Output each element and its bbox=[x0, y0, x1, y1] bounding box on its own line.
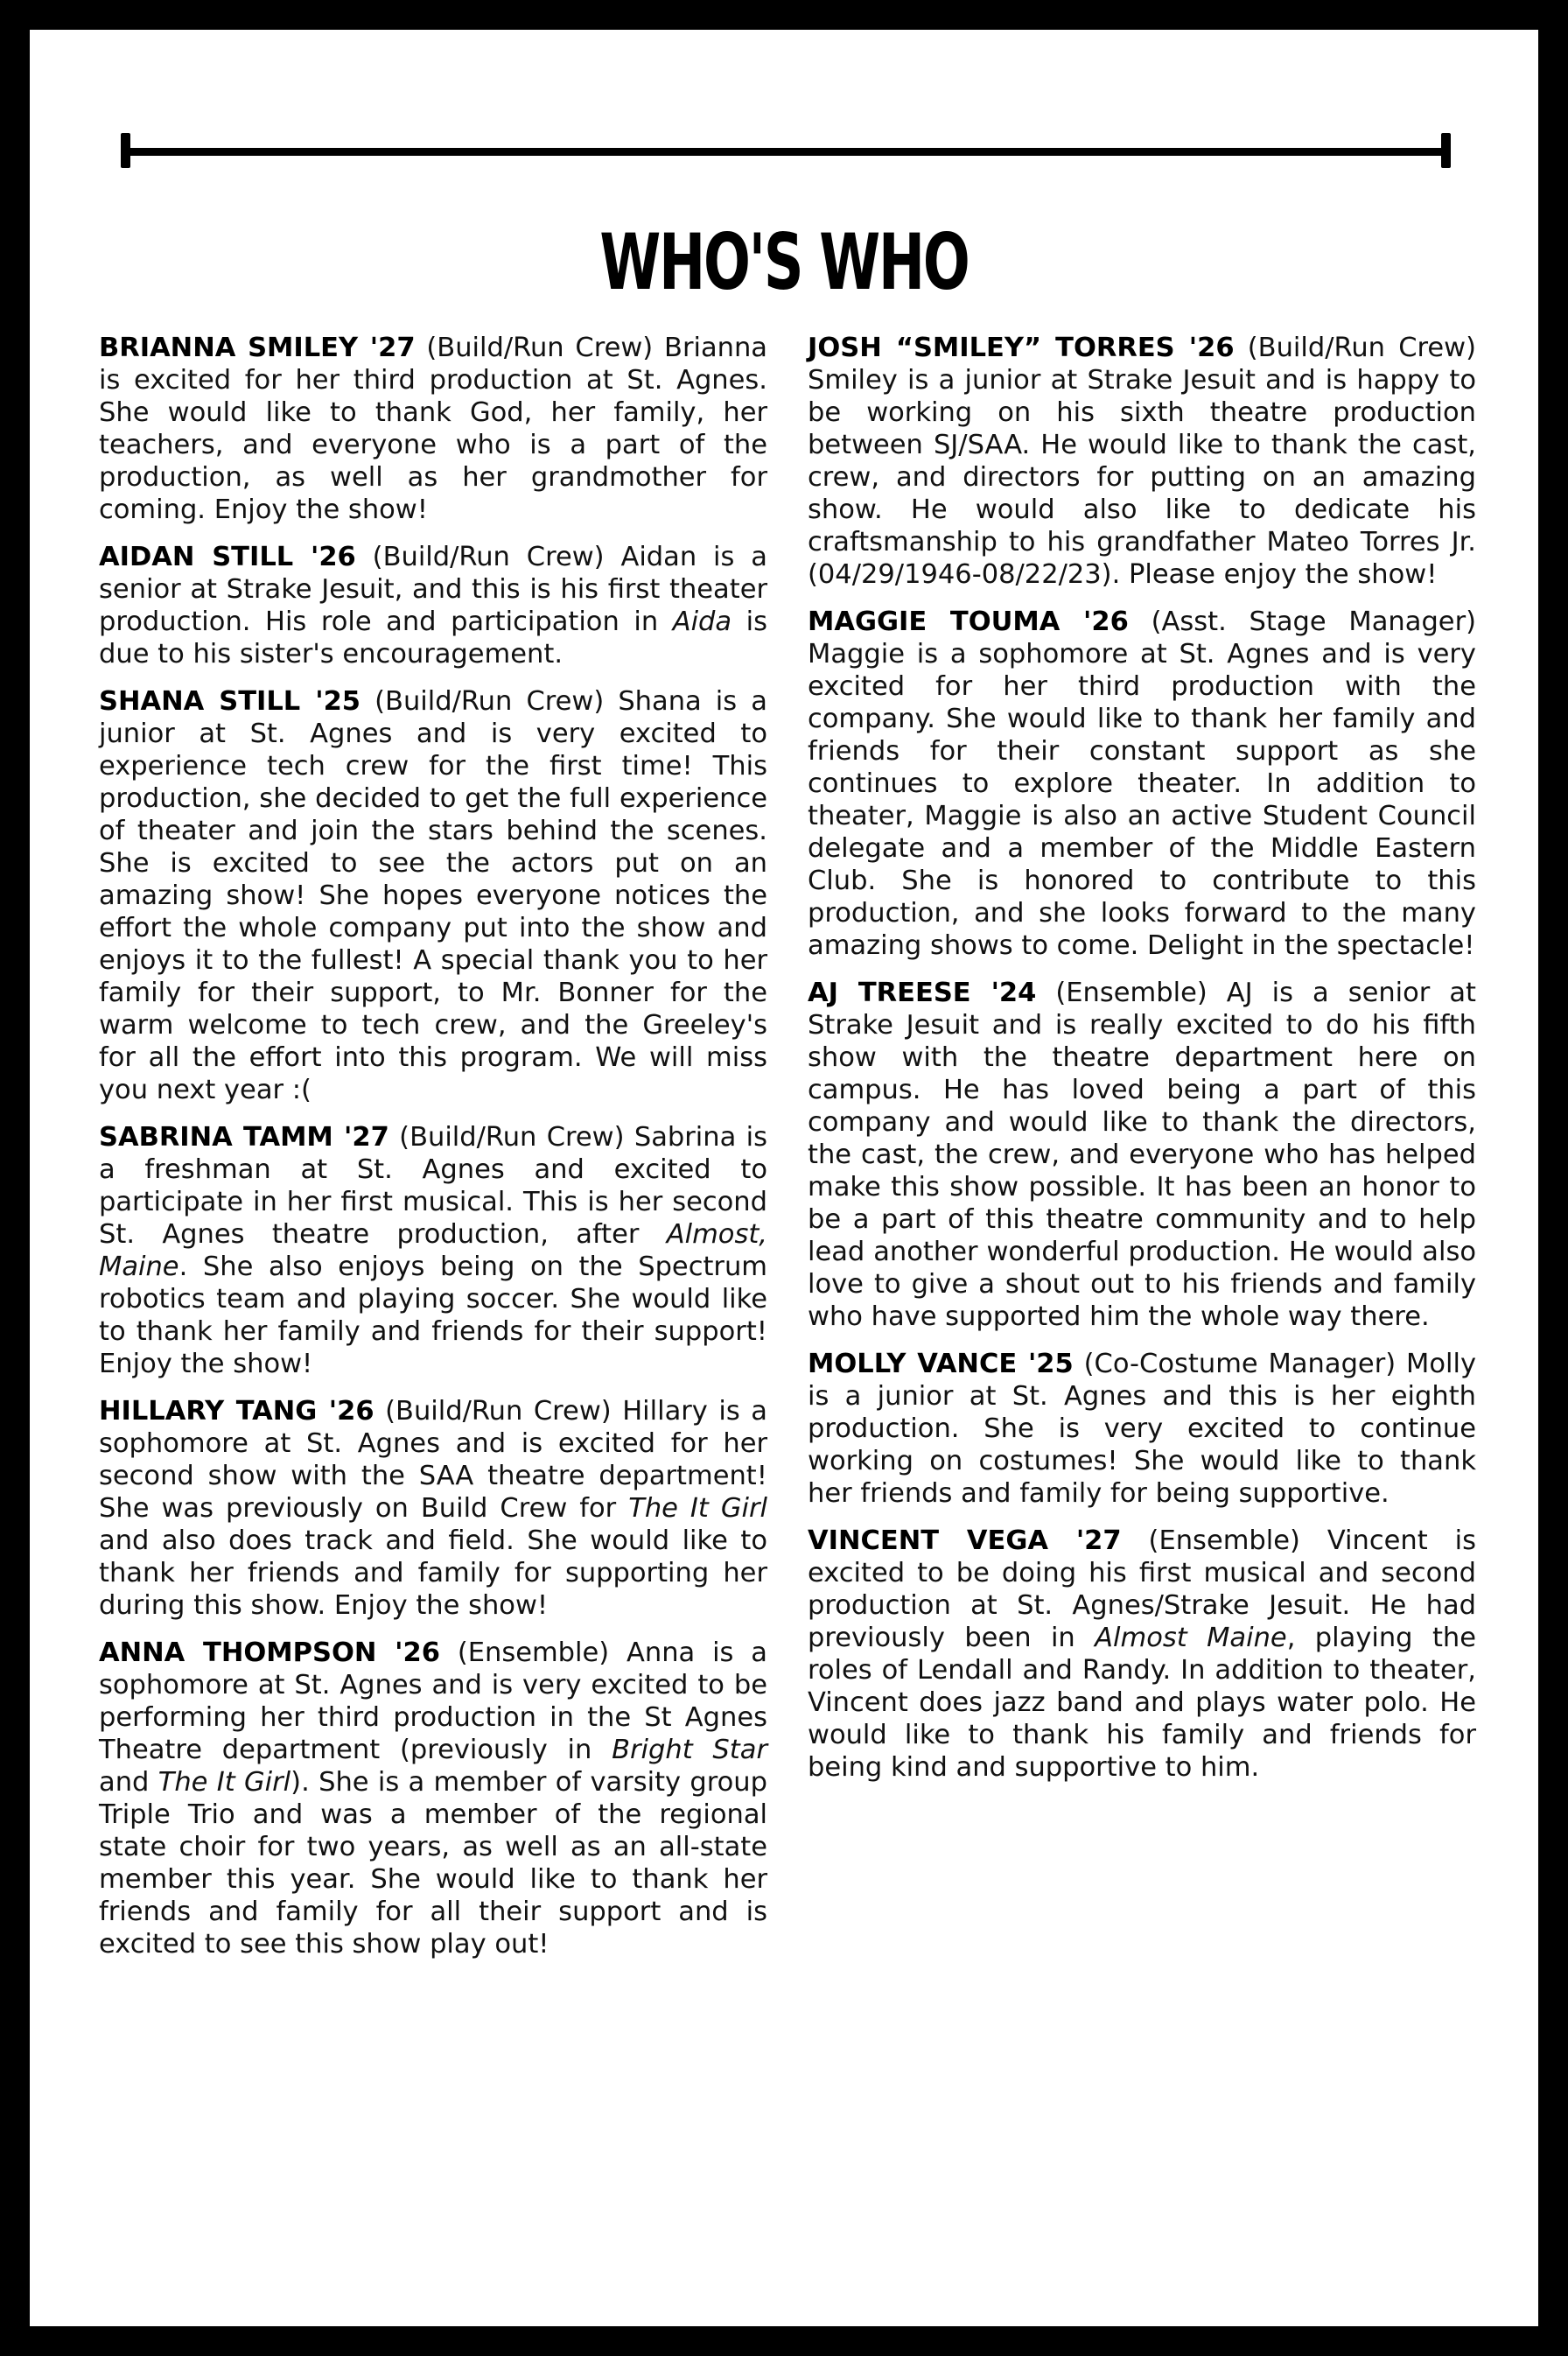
bio-role: (Co-Costume Manager) bbox=[1083, 1349, 1396, 1379]
bio-hillary-tang bbox=[99, 1395, 767, 1622]
bio-text: Maggie is a sophomore at St. Agnes and is very excited for her third production with the company. She would like to thank her family and friends for their constant support as she continues to explore theater. In addition to theater, Maggie is also an active Student Council delegate and a member of the Middle Eastern Club. She is honored to contribute to this production, and she looks forward to the many amazing shows to come. Delight in the spectacle! bbox=[808, 639, 1476, 961]
bio-name: VINCENT VEGA '27 bbox=[808, 1525, 1122, 1556]
left-column bbox=[99, 332, 767, 1975]
bio-text: Vincent is excited to be doing his first musical and second production at St. Agnes/Strake Jesuit. He had previously been in bbox=[808, 1525, 1476, 1653]
bio-text: , playing the roles of Lendall and Randy. In addition to theater, Vincent does jazz band and plays water polo. He would like to thank his family and friends for being kind and supportive to him. bbox=[808, 1623, 1476, 1783]
bio-aj-treese bbox=[808, 977, 1476, 1333]
show-title: Almost Maine bbox=[1095, 1623, 1287, 1653]
bio-brianna-smiley bbox=[99, 332, 767, 526]
bio-text: Brianna is excited for her third production at St. Agnes. She would like to thank God, her family, her teachers, and everyone who is a part of the production, as well as her grandmother for coming. Enjoy the show! bbox=[99, 333, 767, 525]
bio-role: (Build/Run Crew) bbox=[374, 686, 605, 717]
show-title: Aida bbox=[672, 607, 732, 637]
header-rule bbox=[121, 133, 1451, 168]
bio-name: AIDAN STILL '26 bbox=[99, 542, 356, 572]
bio-name: MAGGIE TOUMA '26 bbox=[808, 607, 1129, 637]
bio-anna-thompson bbox=[99, 1637, 767, 1960]
bio-text: Shana is a junior at St. Agnes and is very excited to experience tech crew for the first time! This production, she decided to get the full experience of theater and join the stars behind the scenes. She is excited to see the actors put on an amazing show! She hopes everyone notices the effort the whole company put into the show and enjoys it to the fullest! A special thank you to her family for their support, to Mr. Bonner for the warm welcome to tech crew, and the Greeley's for all the effort into this program. We will miss you next year :( bbox=[99, 686, 767, 1105]
bio-text: and bbox=[99, 1767, 150, 1798]
bio-text: ). She is a member of varsity group Triple Trio and was a member of the regional state choir for two years, as well as an all-state member this year. She would like to thank her friends and family for all their support and is excited to see this show play out! bbox=[99, 1767, 767, 1960]
bio-role: (Ensemble) bbox=[457, 1637, 610, 1668]
bio-aidan-still bbox=[99, 541, 767, 670]
show-title: Bright Star bbox=[612, 1735, 767, 1765]
bio-role: (Build/Run Crew) bbox=[1247, 333, 1476, 363]
bio-shana-still bbox=[99, 685, 767, 1106]
program-page bbox=[30, 30, 1538, 2326]
bio-text: Molly is a junior at St. Agnes and this is her eighth production. She is very excited to continue working on costumes! She would like to thank her friends and family for being supportive. bbox=[808, 1349, 1476, 1509]
bio-name: MOLLY VANCE '25 bbox=[808, 1349, 1074, 1379]
bio-role: (Ensemble) bbox=[1055, 978, 1208, 1008]
bio-name: BRIANNA SMILEY '27 bbox=[99, 333, 416, 363]
bio-maggie-touma bbox=[808, 606, 1476, 962]
bio-text: Anna is a sophomore at St. Agnes and is very excited to be performing her third production in the St Agnes Theatre department (previously in bbox=[99, 1637, 767, 1765]
bio-role: (Build/Run Crew) bbox=[372, 542, 605, 572]
page-title: WHO'S WHO bbox=[599, 217, 969, 307]
bio-molly-vance bbox=[808, 1348, 1476, 1510]
show-title: The It Girl bbox=[158, 1767, 291, 1798]
bio-text: and also does track and field. She would like to thank her friends and family for supporting her during this show. Enjoy the show! bbox=[99, 1525, 767, 1621]
bio-name: ANNA THOMPSON '26 bbox=[99, 1637, 440, 1668]
bio-sabrina-tamm bbox=[99, 1121, 767, 1380]
bio-text: . She also enjoys being on the Spectrum robotics team and playing soccer. She would like to thank her family and friends for their support! Enjoy the show! bbox=[99, 1252, 767, 1379]
bio-role: (Build/Run Crew) bbox=[385, 1396, 612, 1427]
bio-text: is due to his sister's encouragement. bbox=[99, 607, 768, 670]
right-column bbox=[808, 332, 1476, 1799]
bio-text: AJ is a senior at Strake Jesuit and is really excited to do his fifth show with the theatre department here on campus. He has loved being a part of this company and would like to thank the directors, the cast, the crew, and everyone who has helped make this show possible. It has been an honor to be a part of this theatre community and to help lead another wonderful production. He would also love to give a shout out to his friends and family who have supported him the whole way there. bbox=[808, 978, 1477, 1332]
bio-role: (Build/Run Crew) bbox=[426, 333, 654, 363]
bio-text: Aidan is a senior at Strake Jesuit, and this is his first theater production. His role and participation in bbox=[99, 542, 767, 637]
show-title: Almost, Maine bbox=[99, 1219, 767, 1282]
bio-role: (Build/Run Crew) bbox=[399, 1122, 625, 1153]
bio-text: Sabrina is a freshman at St. Agnes and excited to participate in her first musical. This is her second St. Agnes theatre production, after bbox=[99, 1122, 768, 1250]
bio-text: Smiley is a junior at Strake Jesuit and is happy to be working on his sixth theatre production between SJ/SAA. He would like to thank the cast, crew, and directors for putting on an amazing show. He would also like to dedicate his craftsmanship to his grandfather Mateo Torres Jr. (04/29/1946-08/22/23). Please enjoy the show! bbox=[808, 365, 1476, 590]
bio-role: (Ensemble) bbox=[1148, 1525, 1300, 1556]
bio-name: AJ TREESE '24 bbox=[808, 978, 1037, 1008]
bio-josh-torres bbox=[808, 332, 1476, 591]
bio-name: HILLARY TANG '26 bbox=[99, 1396, 374, 1427]
bio-text: Hillary is a sophomore at St. Agnes and is excited for her second show with the SAA theatre department! She was previously on Build Crew for bbox=[99, 1396, 767, 1524]
bio-vincent-vega bbox=[808, 1525, 1476, 1784]
bio-name: JOSH “SMILEY” TORRES '26 bbox=[808, 333, 1235, 363]
show-title: The It Girl bbox=[628, 1493, 767, 1524]
bio-role: (Asst. Stage Manager) bbox=[1151, 607, 1477, 637]
bio-name: SHANA STILL '25 bbox=[99, 686, 361, 717]
bio-name: SABRINA TAMM '27 bbox=[99, 1122, 389, 1153]
